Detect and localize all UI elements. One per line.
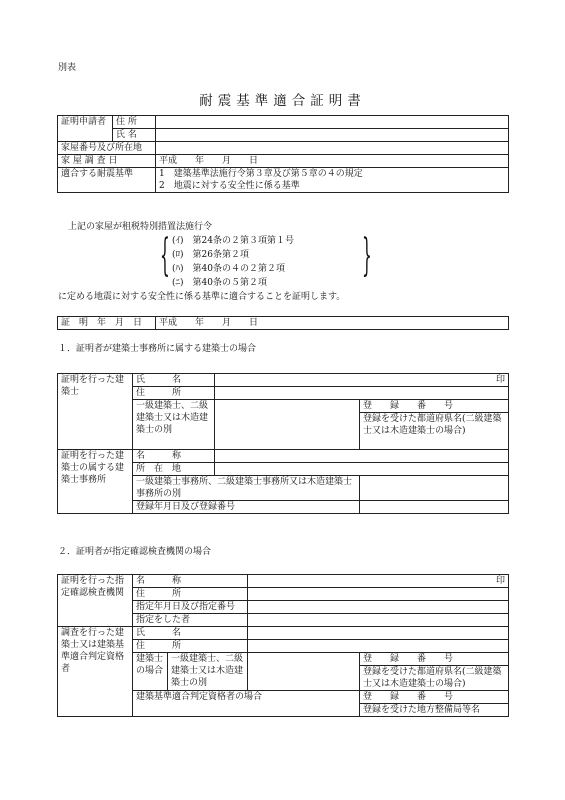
conclusion-text: に定める地震に対する安全性に係る基準に適合することを証明します。 [58,292,346,302]
investigator-prefecture-label: 登録を受けた都道府県名(二級建築士又は木造建築士の場合) [360,666,509,691]
office-label: 証明を行った建築士の属する建築士事務所 [58,450,133,514]
section-2-table [57,574,509,717]
office-registration-label: 登録年月日及び登録番号 [133,501,360,514]
house-number-value [156,142,509,155]
designation-label: 指定年月日及び指定番号 [133,601,248,614]
judge-case-label: 建築基準適合判定資格者の場合 [133,691,360,717]
agency-address-label: 住 所 [133,588,248,601]
right-brace: } [362,230,372,281]
address-value [156,116,509,129]
designator-value [248,614,509,627]
standard-label: 適合する耐震基準 [58,168,156,193]
office-location-value [215,463,509,476]
seal-mark: 印 [215,374,509,387]
house-number-label: 家屋番号及び所在地 [58,142,156,155]
name-label: 氏 名 [113,129,156,142]
name-value [156,129,509,142]
investigator-name-value [248,627,509,640]
agency-seal-mark: 印 [248,575,509,588]
investigator-name-label: 氏 名 [133,627,248,640]
left-brace: { [160,230,170,281]
office-registration-value [360,501,509,514]
designator-label: 指定をした者 [133,614,248,627]
judge-registration-label: 登 録 番 号 [360,691,509,704]
prefecture-label: 登録を受けた都道府県名(二級建築士又は木造建築士の場合) [360,413,509,450]
address-label: 住 所 [113,116,156,129]
office-name-value [215,450,509,463]
document-title: 耐震基準適合証明書 [199,93,366,109]
annex-label: 別表 [58,63,77,73]
bureau-label: 登録を受けた地方整備局等名 [360,704,509,717]
section-2-heading: ２．証明者が指定確認検査機関の場合 [58,547,212,557]
survey-date-label: 家 屋 調 査 日 [58,155,156,168]
cert-date-label: 証 明 年 月 日 [58,317,156,330]
investigator-address-value [248,640,509,653]
agency-label: 証明を行った指定確認検査機関 [58,575,133,627]
cert-date-table [57,316,509,330]
office-name-label: 名 称 [133,450,215,463]
designation-value [248,601,509,614]
office-class-label: 一級建築士事務所、二級建築士事務所又は木造建築士事務所の別 [133,476,360,501]
architect-address-label: 住 所 [133,387,215,400]
investigator-label: 調査を行った建築士又は建築基準適合判定資格者 [58,627,133,717]
investigator-class-label: 一級建築士、二級建築士又は木造建築士の別 [168,653,248,691]
applicant-table [57,115,509,193]
standard-options [156,168,509,193]
office-location-label: 所 在 地 [133,463,215,476]
investigator-address-label: 住 所 [133,640,248,653]
standard-option-2: 2 地震に対する安全性に係る基準 [159,181,300,191]
item-1: (ｲ) 第24条の２第３項第１号 [172,236,294,246]
standard-option-1: 1 建築基準法施行令第３章及び第５章の４の規定 [159,169,363,179]
agency-address-value [248,588,509,601]
investigator-registration-label: 登 録 番 号 [360,653,509,666]
investigator-class-value [248,653,360,691]
survey-date-value: 平成 年 月 日 [156,155,509,168]
architect-address-value [215,387,509,400]
registration-number-label: 登 録 番 号 [360,400,509,413]
item-3: (ﾊ) 第40条の４の２第２項 [172,264,285,274]
architect-class-label: 一級建築士、二級建築士又は木造建築士の別 [133,400,215,450]
section-1-table [57,373,509,514]
section-1-heading: １．証明者が建築士事務所に属する建築士の場合 [58,344,257,354]
applicant-label: 証明申請者 [58,116,113,142]
office-class-value [360,476,509,501]
item-2: (ﾛ) 第26条第２項 [172,250,249,260]
architect-class-value [215,400,360,450]
cert-date-value: 平成 年 月 日 [156,317,509,330]
architect-label: 証明を行った建築士 [58,374,133,450]
agency-name-label: 名 称 [133,575,248,588]
architect-case-label: 建築士の場合 [133,653,168,691]
architect-name-label: 氏 名 [133,374,215,387]
intro-text: 上記の家屋が租税特別措置法施行令 [68,222,213,232]
item-4: (ﾆ) 第40条の５第２項 [172,278,267,288]
